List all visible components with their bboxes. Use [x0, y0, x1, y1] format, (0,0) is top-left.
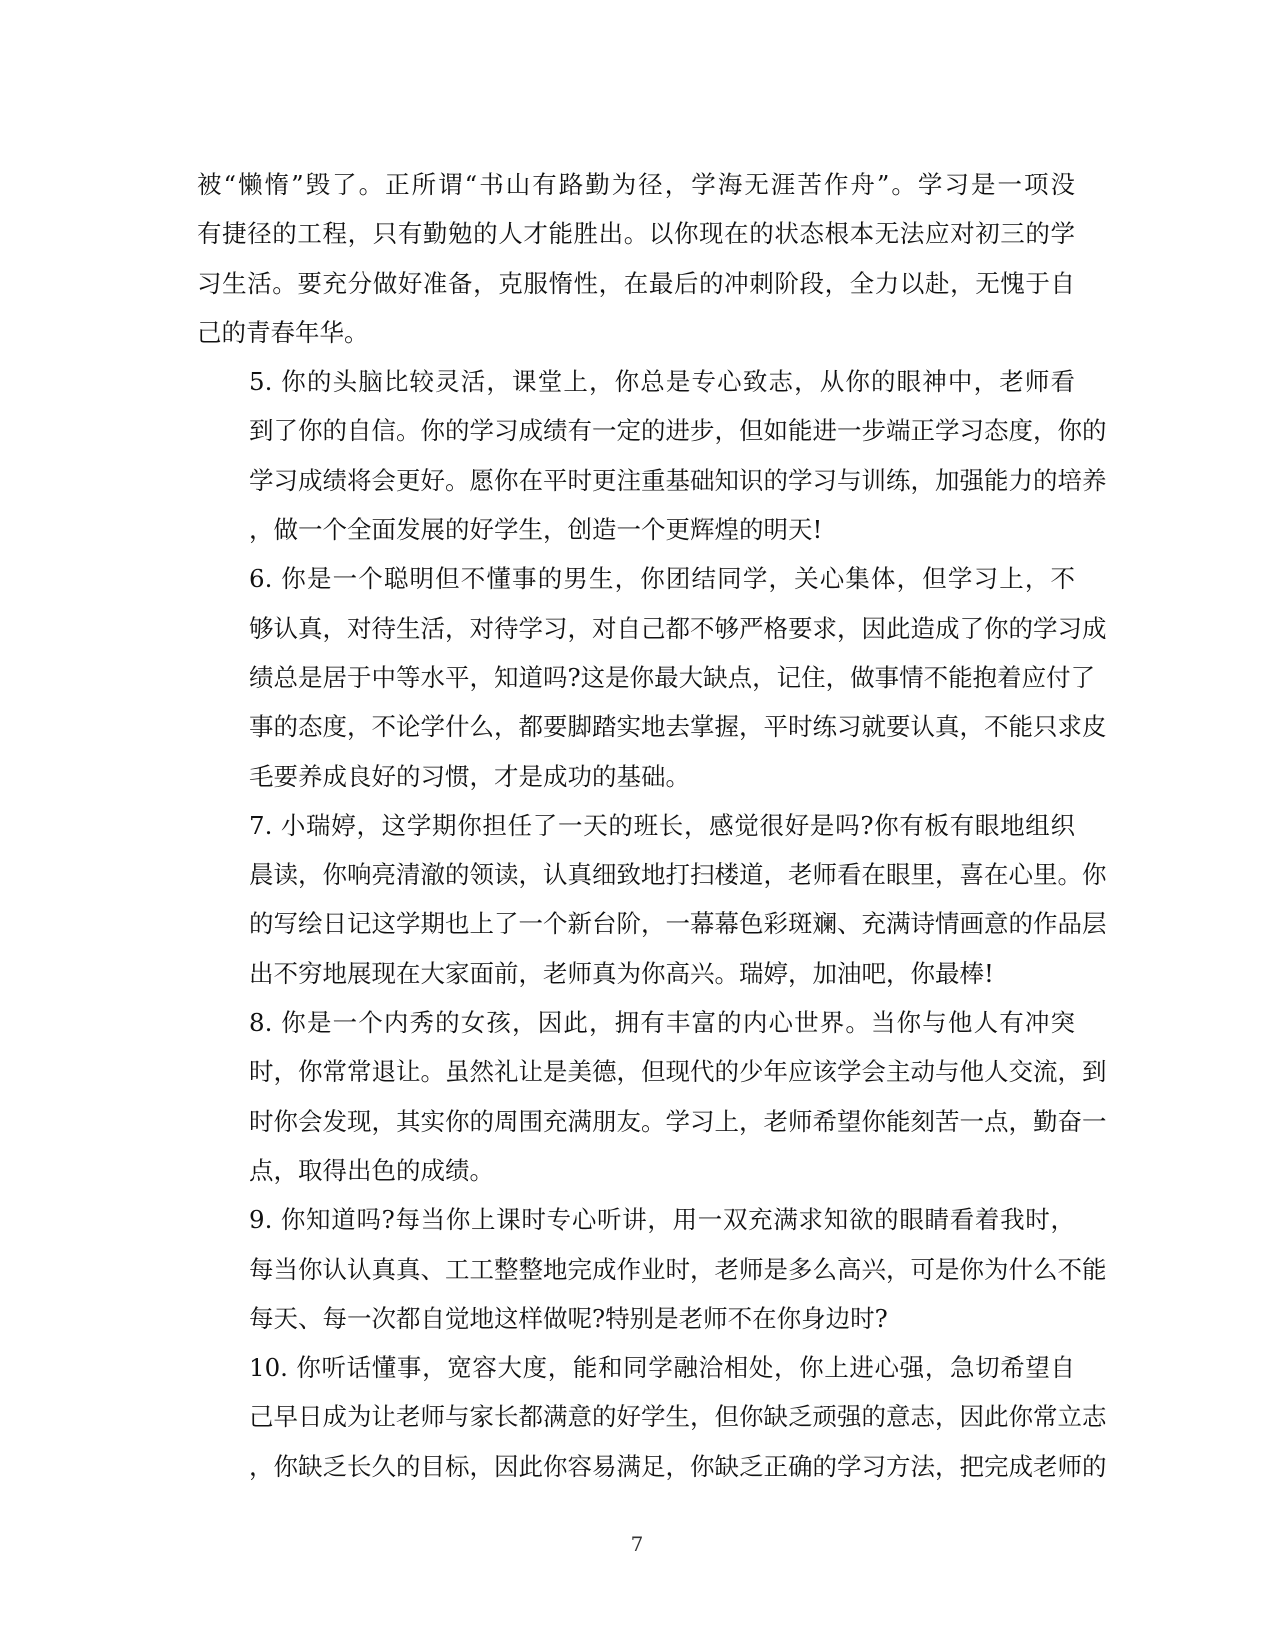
text-line: 习生活。要充分做好准备，克服惰性，在最后的冲刺阶段，全力以赴，无愧于自 — [197, 268, 1075, 298]
text-line: 每天、每一次都自觉地这样做呢?特别是老师不在你身边时? — [249, 1303, 888, 1333]
text-line: 毛要养成良好的习惯，才是成功的基础。 — [249, 761, 690, 791]
text-line: 到了你的自信。你的学习成绩有一定的进步，但如能进一步端正学习态度，你的 — [249, 416, 1107, 446]
text-line: ，做一个全面发展的好学生，创造一个更辉煌的明天! — [249, 515, 823, 545]
text-line: 己早日成为让老师与家长都满意的好学生，但你缺乏顽强的意志，因此你常立志 — [249, 1402, 1107, 1432]
paragraph — [197, 998, 1107, 1195]
paragraph — [197, 160, 1075, 357]
text-line: 时你会发现，其实你的周围充满朋友。学习上，老师希望你能刻苦一点，勤奋一 — [249, 1106, 1107, 1136]
text-line: 的写绘日记这学期也上了一个新台阶，一幕幕色彩斑斓、充满诗情画意的作品层 — [249, 909, 1107, 939]
text-line: 8. 你是一个内秀的女孩，因此，拥有丰富的内心世界。当你与他人有冲突 — [249, 1008, 1075, 1038]
text-line: 事的态度，不论学什么，都要脚踏实地去掌握，平时练习就要认真，不能只求皮 — [249, 712, 1107, 742]
text-line: 5. 你的头脑比较灵活，课堂上，你总是专心致志，从你的眼神中，老师看 — [249, 367, 1075, 397]
text-line: 6. 你是一个聪明但不懂事的男生，你团结同学，关心集体，但学习上，不 — [249, 564, 1075, 594]
text-line: ，你缺乏长久的目标，因此你容易满足，你缺乏正确的学习方法，把完成老师的 — [249, 1451, 1107, 1481]
document-body — [197, 160, 1107, 1491]
text-line: 时，你常常退让。虽然礼让是美德，但现代的少年应该学会主动与他人交流，到 — [249, 1057, 1107, 1087]
text-line: 绩总是居于中等水平，知道吗?这是你最大缺点，记住，做事情不能抱着应付了 — [249, 662, 1096, 692]
text-line: 点，取得出色的成绩。 — [249, 1155, 494, 1185]
text-line: 晨读，你响亮清澈的领读，认真细致地打扫楼道，老师看在眼里，喜在心里。你 — [249, 860, 1107, 890]
paragraph — [197, 1195, 1107, 1343]
text-line: 己的青春年华。 — [197, 317, 369, 347]
text-line: 被“懒惰”毁了。正所谓“书山有路勤为径，学海无涯苦作舟”。学习是一项没 — [197, 170, 1075, 199]
page-number: 7 — [630, 1532, 644, 1556]
text-line: 10. 你听话懂事，宽容大度，能和同学融洽相处，你上进心强，急切希望自 — [249, 1353, 1075, 1383]
text-line: 每当你认认真真、工工整整地完成作业时，老师是多么高兴，可是你为什么不能 — [249, 1254, 1107, 1284]
text-line: 有捷径的工程，只有勤勉的人才能胜出。以你现在的状态根本无法应对初三的学 — [197, 219, 1075, 249]
paragraph — [197, 1343, 1107, 1491]
text-line: 出不穷地展现在大家面前，老师真为你高兴。瑞婷，加油吧，你最棒! — [249, 958, 994, 988]
text-line: 学习成绩将会更好。愿你在平时更注重基础知识的学习与训练，加强能力的培养 — [249, 465, 1107, 495]
text-line: 够认真，对待生活，对待学习，对自己都不够严格要求，因此造成了你的学习成 — [249, 613, 1107, 643]
text-line: 9. 你知道吗?每当你上课时专心听讲，用一双充满求知欲的眼睛看着我时， — [249, 1205, 1075, 1235]
paragraph — [197, 554, 1107, 800]
text-line: 7. 小瑞婷，这学期你担任了一天的班长，感觉很好是吗?你有板有眼地组织 — [249, 810, 1075, 840]
paragraph — [197, 801, 1107, 998]
paragraph — [197, 357, 1107, 554]
